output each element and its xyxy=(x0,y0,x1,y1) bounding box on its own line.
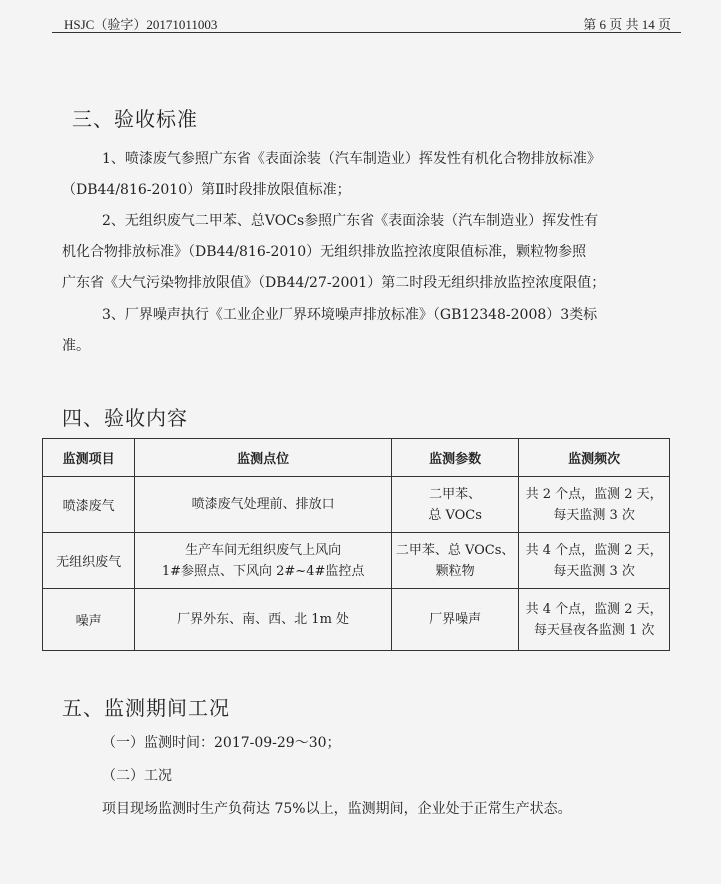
cell-param xyxy=(392,533,519,589)
section3-item-3-line-2: 准。 xyxy=(62,338,90,354)
section5-conditions-body: 项目现场监测时生产负荷达 75%以上，监测期间，企业处于正常生产状态。 xyxy=(102,801,572,817)
cell-point xyxy=(135,477,392,533)
table-row xyxy=(43,589,670,651)
cell-freq xyxy=(519,533,670,589)
section4-title: 四、验收内容 xyxy=(62,406,188,430)
cell-point-line: 1#参照点、下风向 2#~4#监控点 xyxy=(161,563,365,579)
cell-freq-line: 每天昼夜各监测 1 次 xyxy=(533,622,655,638)
section3-item-3-line-1: 3、厂界噪声执行《工业企业厂界环境噪声排放标准》（GB12348-2008）3类标 xyxy=(102,307,598,323)
col-header-freq: 监测频次 xyxy=(519,439,670,477)
cell-point xyxy=(135,589,392,651)
page-number: 第 6 页 共 14 页 xyxy=(583,17,671,32)
table-row xyxy=(43,477,670,533)
cell-item: 噪声 xyxy=(43,589,135,651)
col-header-point: 监测点位 xyxy=(135,439,392,477)
cell-param-line: 二甲苯、总 VOCs、 xyxy=(395,542,515,558)
cell-param-line: 二甲苯、 xyxy=(429,486,482,502)
section3-item-2-line-2: 机化合物排放标准》（DB44/816-2010）无组织排放监控浓度限值标准，颗粒物参照 xyxy=(62,244,587,260)
section3-item-1 xyxy=(62,144,662,206)
table-row xyxy=(43,533,670,589)
cell-freq xyxy=(519,477,670,533)
section5-monitoring-time: （一）监测时间：2017-09-29～30； xyxy=(102,735,341,751)
cell-item: 无组织废气 xyxy=(43,533,135,589)
section3-title: 三、验收标准 xyxy=(72,107,198,131)
cell-freq-line: 共 4 个点，监测 2 天， xyxy=(525,542,663,558)
page-header xyxy=(52,8,681,33)
cell-point-line: 生产车间无组织废气上风向 xyxy=(185,542,342,558)
section3-item-1-line-2: （DB44/816-2010）第Ⅱ时段排放限值标准； xyxy=(62,182,351,198)
section3-item-2 xyxy=(62,206,662,299)
section3-item-2-line-3: 广东省《大气污染物排放限值》（DB44/27-2001）第二时段无组织排放监控浓度限值； xyxy=(62,275,606,291)
cell-param xyxy=(392,589,519,651)
cell-param-line: 厂界噪声 xyxy=(429,612,482,627)
section3-item-2-line-1: 2、无组织废气二甲苯、总VOCs参照广东省《表面涂装（汽车制造业）挥发性有 xyxy=(102,213,599,229)
cell-point-line: 喷漆废气处理前、排放口 xyxy=(191,497,335,512)
report-number: HSJC（验字）20171011003 xyxy=(64,17,218,32)
cell-freq-line: 共 2 个点，监测 2 天， xyxy=(525,486,663,502)
section3-item-3 xyxy=(62,300,662,362)
cell-point xyxy=(135,533,392,589)
col-header-param: 监测参数 xyxy=(392,439,519,477)
cell-freq-line: 每天监测 3 次 xyxy=(553,563,635,579)
cell-param xyxy=(392,477,519,533)
cell-point-line: 厂界外东、南、西、北 1m 处 xyxy=(177,612,350,627)
cell-item: 喷漆废气 xyxy=(43,477,135,533)
monitoring-table xyxy=(42,438,670,651)
section5-title: 五、监测期间工况 xyxy=(62,696,230,720)
section5-conditions-label: （二）工况 xyxy=(102,768,172,784)
cell-freq-line: 共 4 个点，监测 2 天， xyxy=(525,601,663,617)
table-header-row xyxy=(43,439,670,477)
cell-param-line: 颗粒物 xyxy=(435,563,475,579)
cell-freq xyxy=(519,589,670,651)
col-header-item: 监测项目 xyxy=(43,439,135,477)
cell-param-line: 总 VOCs xyxy=(428,507,482,523)
cell-freq-line: 每天监测 3 次 xyxy=(553,507,635,523)
section3-item-1-line-1: 1、喷漆废气参照广东省《表面涂装（汽车制造业）挥发性有机化合物排放标准》 xyxy=(102,151,601,167)
